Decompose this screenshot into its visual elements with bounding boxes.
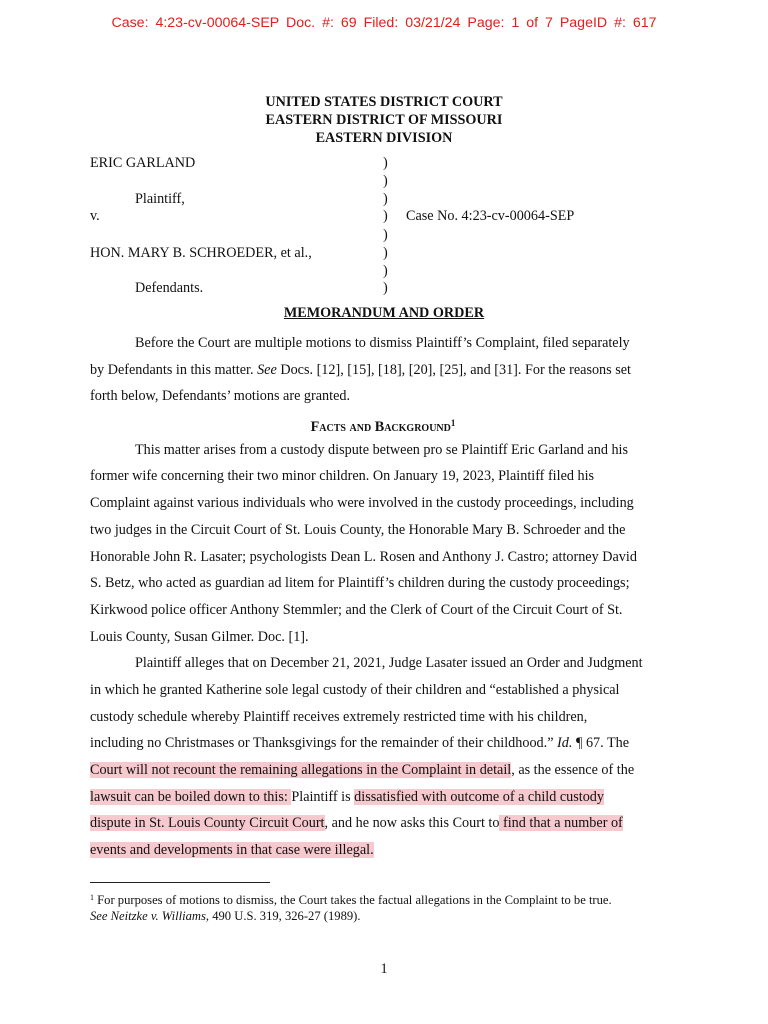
body-line: S. Betz, who acted as guardian ad litem for Plaintiff’s children during the custody proceedings;: [90, 575, 630, 592]
highlight-run: dissatisfied with outcome of a child custody: [354, 788, 604, 805]
body-line: Plaintiff alleges that on December 21, 2021, Judge Lasater issued an Order and Judgment: [135, 655, 643, 672]
text-run: Plaintiff is: [291, 788, 355, 805]
defendant-role: Defendants.: [135, 280, 204, 296]
citation-signal: Id.: [557, 735, 573, 752]
body-line: custody schedule whereby Plaintiff receives extremely restricted time with his children,: [90, 708, 588, 725]
text-run: by Defendants in this matter.: [90, 361, 258, 378]
case-caption: [90, 155, 710, 300]
highlight-run: dispute in St. Louis County Circuit Court: [90, 815, 325, 832]
caption-paren: ): [383, 263, 388, 279]
text-run: , 490 U.S. 319, 326-27 (1989).: [205, 909, 361, 923]
body-line: Louis County, Susan Gilmer. Doc. [1].: [90, 628, 309, 645]
court-name: UNITED STATES DISTRICT COURT: [265, 94, 503, 110]
plaintiff-name: ERIC GARLAND: [90, 155, 196, 171]
court-division: EASTERN DIVISION: [315, 130, 453, 146]
caption-paren: ): [383, 280, 388, 296]
body-line: [90, 757, 676, 784]
footnote-ref: 1: [450, 418, 456, 429]
body-line: in which he granted Katherine sole legal custody of their children and “established a physical: [90, 681, 620, 698]
versus-label: v.: [90, 208, 100, 224]
body-line: This matter arises from a custody dispute between pro se Plaintiff Eric Garland and his: [135, 441, 629, 458]
text-run: , and he now asks this Court to: [324, 815, 500, 832]
text-run: including no Christmases or Thanksgivings for the remainder of their childhood.”: [90, 735, 558, 752]
body-line: former wife concerning their two minor children. On January 19, 2023, Plaintiff filed his: [90, 468, 595, 485]
footnote: [90, 890, 690, 924]
defendant-name: HON. MARY B. SCHROEDER, et al.,: [90, 245, 312, 261]
footnote-line: [90, 890, 690, 908]
highlight-run: events and developments in that case were illegal.: [90, 842, 374, 859]
body-line: Honorable John R. Lasater; psychologists Dean L. Rosen and Anthony J. Castro; attorney David: [90, 548, 637, 565]
case-header-stamp: Case: 4:23-cv-00064-SEP Doc. #: 69 Filed: 03/21/24 Page: 1 of 7 PageID #: 617: [111, 15, 657, 31]
text-run: For purposes of motions to dismiss, the Court takes the factual allegations in the Complaint to be true.: [94, 893, 612, 907]
body-line: Before the Court are multiple motions to dismiss Plaintiff’s Complaint, filed separately: [135, 335, 630, 351]
section-heading-text: Facts and Background: [310, 419, 451, 436]
body-line: forth below, Defendants’ motions are granted.: [90, 388, 351, 405]
caption-paren: ): [383, 208, 388, 224]
body-line: [90, 357, 676, 384]
caption-paren: ): [383, 245, 388, 261]
text-run: Docs. [12], [15], [18], [20], [25], and [31]. For the reasons set: [276, 361, 631, 378]
text-run: , as the essence of the: [511, 762, 635, 778]
plaintiff-role: Plaintiff,: [135, 191, 185, 207]
court-district: EASTERN DISTRICT OF MISSOURI: [265, 112, 503, 128]
footnote-mark: 1: [90, 893, 94, 902]
body-line: [90, 784, 676, 811]
body-line: Kirkwood police officer Anthony Stemmler; and the Clerk of Court of the Circuit Court of St.: [90, 601, 623, 618]
body-line: [90, 837, 676, 864]
case-citation: See Neitzke v. Williams: [90, 909, 206, 923]
document-title: MEMORANDUM AND ORDER: [283, 305, 485, 321]
body-line: [90, 730, 676, 757]
page-number: 1: [380, 961, 388, 977]
footnote-divider: [90, 882, 270, 883]
caption-paren: ): [383, 191, 388, 207]
caption-paren: ): [383, 227, 388, 243]
highlight-run: find that a number of: [499, 815, 623, 832]
document-body: [90, 330, 676, 864]
footnote-line: [90, 908, 690, 924]
caption-paren: ): [383, 173, 388, 189]
body-line: [90, 810, 676, 837]
text-run: ¶ 67. The: [572, 735, 630, 752]
caption-paren: ): [383, 155, 388, 171]
court-heading: [0, 93, 768, 147]
citation-signal: See: [257, 361, 277, 378]
case-number: Case No. 4:23-cv-00064-SEP: [406, 208, 575, 224]
section-heading: [90, 410, 676, 437]
body-line: Complaint against various individuals who were involved in the custody proceedings, including: [90, 495, 634, 512]
highlight-run: lawsuit can be boiled down to this:: [90, 788, 292, 805]
body-line: two judges in the Circuit Court of St. Louis County, the Honorable Mary B. Schroeder and the: [90, 521, 626, 538]
highlight-run: Court will not recount the remaining allegations in the Complaint in detail: [90, 762, 512, 778]
